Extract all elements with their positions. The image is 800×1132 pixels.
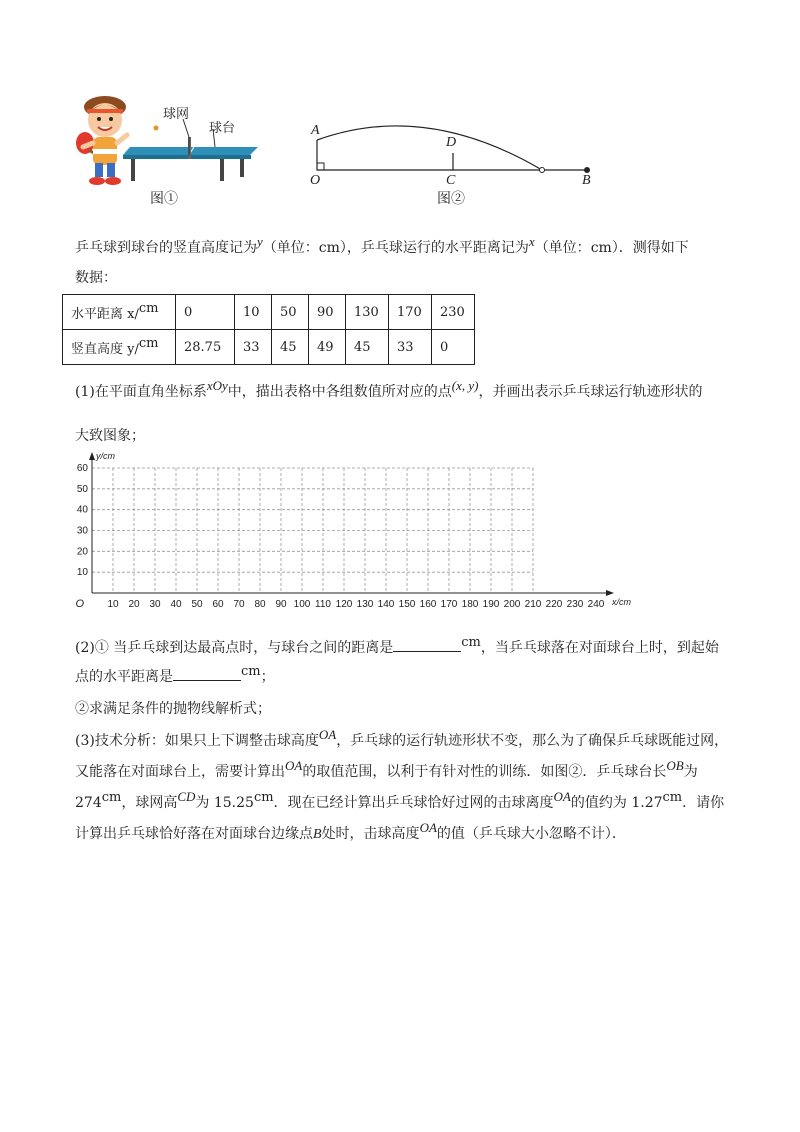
q3-text: 为 <box>683 764 698 780</box>
label-o: O <box>310 173 321 188</box>
x-tick-label: 110 <box>315 599 331 610</box>
x-tick-label: 120 <box>335 599 353 610</box>
intro-text-4: （单位： <box>534 240 591 256</box>
row-header-x: 水平距离 x/cm <box>63 295 176 330</box>
q2-text-b: ，当乒乓球落在对面球台上时，到起始 <box>480 640 719 656</box>
x-tick-label: 10 <box>107 599 119 610</box>
q3-oa: OA <box>318 727 337 742</box>
y-cell: 0 <box>432 330 475 365</box>
x-tick-label: 50 <box>191 599 203 610</box>
label-d: D <box>446 135 457 150</box>
x-tick-label: 160 <box>419 599 437 610</box>
q1-text-a: (1)在平面直角坐标系 <box>75 384 207 400</box>
q3-text: 的值（乒乓球大小忽略不计）． <box>436 826 626 842</box>
x-tick-label: 200 <box>503 599 521 610</box>
x-cell: 170 <box>389 295 432 330</box>
x-tick-label: 30 <box>149 599 161 610</box>
trajectory-curve <box>317 126 542 170</box>
y-cell: 45 <box>272 330 309 365</box>
table-row <box>63 295 475 330</box>
right-angle-mark <box>317 163 324 170</box>
x-axis-label: x/cm <box>612 597 631 607</box>
q3-text: 又能落在对面球台上，需要计算出 <box>75 764 285 780</box>
x-tick-label: 220 <box>545 599 563 610</box>
intro-text-2: （单位： <box>262 240 319 256</box>
answer-blank-landing-distance[interactable] <box>173 666 241 681</box>
x-cell: 50 <box>272 295 309 330</box>
x-tick-label: 20 <box>128 599 140 610</box>
x-tick-label: 190 <box>482 599 500 610</box>
x-tick-label: 130 <box>356 599 374 610</box>
intro-text-1: 乒乓球到球台的竖直高度记为 <box>75 240 257 256</box>
x-tick-label: 90 <box>275 599 287 610</box>
table-row <box>63 330 475 365</box>
y-axis-arrow-icon <box>89 452 95 460</box>
question-3-line-1 <box>75 727 735 751</box>
row-header-y: 竖直高度 y/cm <box>63 330 176 365</box>
x-cell: 0 <box>176 295 235 330</box>
label-b: B <box>582 173 591 188</box>
q2-text-d: ； <box>260 669 275 685</box>
y-cell: 33 <box>235 330 272 365</box>
q3-text: ，乒乓球的运行轨迹形状不变，那么为了确保乒乓球既能过网， <box>336 733 729 749</box>
x-tick-label: 150 <box>398 599 416 610</box>
q3-text: (3)技术分析：如果只上下调整击球高度 <box>75 733 319 749</box>
var-y: y <box>257 234 263 249</box>
q3-text: 计算出乒乓球恰好落在对面球台边缘点 <box>75 826 313 842</box>
question-2-line-2 <box>75 666 735 688</box>
x-cell: 130 <box>346 295 389 330</box>
y-cell: 49 <box>309 330 346 365</box>
q3-oa: OA <box>285 758 303 773</box>
x-tick-label: 170 <box>440 599 458 610</box>
q3-cd: CD <box>177 789 196 804</box>
intro-text-5: ）．测得如下 <box>611 240 689 256</box>
y-cell: 45 <box>346 330 389 365</box>
q3-text: 274 <box>75 795 102 811</box>
x-tick-label: 140 <box>377 599 395 610</box>
q3-text: 为 15.25 <box>195 795 254 811</box>
unit-cm-1: cm <box>318 240 340 256</box>
q2-text-c: 点的水平距离是 <box>75 669 173 685</box>
y-tick-label: 30 <box>76 525 88 537</box>
coordinate-grid-chart <box>70 450 640 615</box>
q3-text: 处时，击球高度 <box>321 826 420 842</box>
q1-point: (x, y) <box>451 378 479 393</box>
question-3-line-4 <box>75 820 735 845</box>
x-tick-label: 100 <box>293 599 311 610</box>
q3-b: B <box>313 827 322 842</box>
origin-label: O <box>75 598 84 610</box>
x-tick-label: 70 <box>233 599 245 610</box>
question-3-line-3 <box>75 789 735 814</box>
question-3-line-2 <box>75 758 735 782</box>
y-cell: 28.75 <box>176 330 235 365</box>
intro-paragraph <box>75 234 735 258</box>
data-table <box>62 294 475 365</box>
question-1-line-2: 大致图象； <box>75 428 145 444</box>
y-cell: 33 <box>389 330 432 365</box>
q3-unit: cm <box>253 790 274 805</box>
x-tick-label: 80 <box>254 599 266 610</box>
figure-1-caption: 图① <box>150 191 178 207</box>
label-a: A <box>311 123 320 138</box>
q1-xoy: xOy <box>206 378 228 393</box>
table-label: 球台 <box>209 121 236 136</box>
answer-blank-max-height[interactable] <box>393 637 461 652</box>
q1-text-c: ，并画出表示乒乓球运行轨迹形状的 <box>478 384 703 400</box>
q2-unit-a: cm <box>461 635 481 650</box>
y-axis-label: y/cm <box>96 451 115 461</box>
q2-unit-c: cm <box>241 664 261 679</box>
y-tick-label: 40 <box>76 504 88 516</box>
x-tick-label: 180 <box>461 599 479 610</box>
net-label: 球网 <box>163 107 190 122</box>
x-axis-arrow-icon <box>606 590 614 596</box>
q3-unit: cm <box>101 790 122 805</box>
x-tick-label: 230 <box>566 599 584 610</box>
q3-text: ．请你 <box>682 795 725 811</box>
question-1 <box>75 378 735 402</box>
x-tick-label: 240 <box>587 599 605 610</box>
q3-oa: OA <box>553 789 571 804</box>
intro-text-3: ），乒乓球运行的水平距离记为 <box>339 240 529 256</box>
x-cell: 10 <box>235 295 272 330</box>
x-cell: 230 <box>432 295 475 330</box>
y-tick-label: 10 <box>76 567 88 579</box>
unit-cm-2: cm <box>590 240 612 256</box>
landing-point <box>540 168 545 173</box>
figure-2-caption: 图② <box>437 191 465 207</box>
q3-unit: cm <box>662 790 683 805</box>
y-tick-label: 60 <box>76 463 88 474</box>
intro-line-2: 数据： <box>75 270 117 286</box>
q3-text: ，球网高 <box>121 795 178 811</box>
x-tick-label: 40 <box>170 599 182 610</box>
x-tick-label: 210 <box>524 599 542 610</box>
q1-text-b: 中，描出表格中各组数值所对应的点 <box>227 384 452 400</box>
y-tick-label: 50 <box>76 483 88 495</box>
q3-ob: OB <box>666 758 684 773</box>
question-2 <box>75 637 735 659</box>
y-tick-label: 20 <box>76 546 88 558</box>
x-tick-label: 60 <box>212 599 224 610</box>
q3-text: 的取值范围，以利于有针对性的训练．如图②．乒乓球台长 <box>302 764 667 780</box>
q3-text: 的值约为 1.27 <box>570 795 663 811</box>
x-cell: 90 <box>309 295 346 330</box>
q2-text-a: (2)① 当乒乓球到达最高点时，与球台之间的距离是 <box>75 640 394 656</box>
q3-text: ．现在已经计算出乒乓球恰好过网的击球离度 <box>273 795 554 811</box>
question-2-sub-2: ②求满足条件的抛物线解析式； <box>75 701 271 717</box>
label-c: C <box>446 173 456 188</box>
q3-oa: OA <box>419 820 437 835</box>
trajectory-diagram <box>305 105 615 200</box>
var-x: x <box>528 234 535 249</box>
figure-2 <box>305 105 615 200</box>
